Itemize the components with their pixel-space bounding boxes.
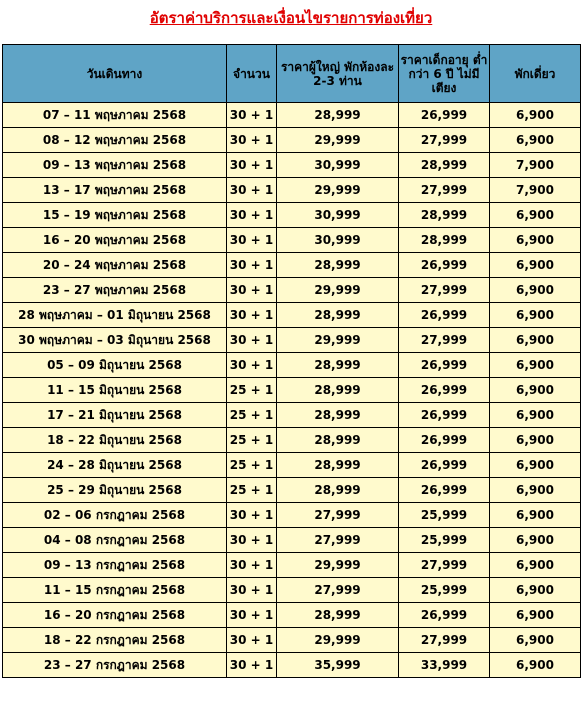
row-child-price: 25,999 [399,528,490,553]
row-child-price: 26,999 [399,303,490,328]
row-travel-date: 02 – 06 กรกฎาคม 2568 [3,503,227,528]
row-single-supplement: 6,900 [490,628,581,653]
header-adult-price: ราคาผู้ใหญ่ พักห้องละ 2-3 ท่าน [277,45,399,103]
row-single-supplement: 6,900 [490,303,581,328]
row-adult-price: 29,999 [277,278,399,303]
row-adult-price: 28,999 [277,303,399,328]
row-adult-price: 30,999 [277,153,399,178]
row-single-supplement: 6,900 [490,453,581,478]
row-quantity: 30 + 1 [227,578,277,603]
table-row [3,553,581,578]
row-single-supplement: 6,900 [490,578,581,603]
row-quantity: 25 + 1 [227,378,277,403]
row-single-supplement: 6,900 [490,428,581,453]
table-row [3,178,581,203]
row-quantity: 30 + 1 [227,653,277,678]
row-adult-price: 28,999 [277,253,399,278]
row-quantity: 30 + 1 [227,153,277,178]
row-quantity: 30 + 1 [227,103,277,128]
table-row [3,103,581,128]
row-quantity: 25 + 1 [227,453,277,478]
row-single-supplement: 6,900 [490,553,581,578]
table-row [3,378,581,403]
row-single-supplement: 7,900 [490,153,581,178]
row-single-supplement: 6,900 [490,378,581,403]
row-child-price: 28,999 [399,228,490,253]
table-row [3,278,581,303]
row-adult-price: 28,999 [277,603,399,628]
row-child-price: 26,999 [399,103,490,128]
row-single-supplement: 6,900 [490,403,581,428]
row-travel-date: 05 – 09 มิถุนายน 2568 [3,353,227,378]
row-child-price: 27,999 [399,278,490,303]
row-single-supplement: 6,900 [490,353,581,378]
row-single-supplement: 6,900 [490,253,581,278]
row-single-supplement: 6,900 [490,203,581,228]
row-adult-price: 29,999 [277,328,399,353]
row-travel-date: 16 – 20 พฤษภาคม 2568 [3,228,227,253]
row-quantity: 30 + 1 [227,303,277,328]
row-quantity: 30 + 1 [227,528,277,553]
header-quantity: จำนวน [227,45,277,103]
row-travel-date: 18 – 22 กรกฎาคม 2568 [3,628,227,653]
row-quantity: 30 + 1 [227,353,277,378]
row-single-supplement: 6,900 [490,103,581,128]
row-travel-date: 23 – 27 กรกฎาคม 2568 [3,653,227,678]
header-single-supplement: พักเดี่ยว [490,45,581,103]
table-row [3,203,581,228]
row-adult-price: 28,999 [277,403,399,428]
row-adult-price: 28,999 [277,378,399,403]
table-row [3,628,581,653]
row-single-supplement: 6,900 [490,128,581,153]
row-child-price: 26,999 [399,478,490,503]
row-quantity: 30 + 1 [227,128,277,153]
row-single-supplement: 6,900 [490,478,581,503]
row-quantity: 30 + 1 [227,203,277,228]
row-quantity: 30 + 1 [227,603,277,628]
row-child-price: 25,999 [399,503,490,528]
row-child-price: 28,999 [399,203,490,228]
row-adult-price: 28,999 [277,453,399,478]
row-travel-date: 09 – 13 พฤษภาคม 2568 [3,153,227,178]
row-single-supplement: 6,900 [490,653,581,678]
row-travel-date: 08 – 12 พฤษภาคม 2568 [3,128,227,153]
table-row [3,528,581,553]
row-quantity: 30 + 1 [227,278,277,303]
row-travel-date: 07 – 11 พฤษภาคม 2568 [3,103,227,128]
row-child-price: 25,999 [399,578,490,603]
row-quantity: 30 + 1 [227,328,277,353]
row-adult-price: 28,999 [277,478,399,503]
row-quantity: 30 + 1 [227,228,277,253]
row-quantity: 30 + 1 [227,503,277,528]
row-adult-price: 27,999 [277,503,399,528]
row-travel-date: 13 – 17 พฤษภาคม 2568 [3,178,227,203]
table-row [3,428,581,453]
row-travel-date: 20 – 24 พฤษภาคม 2568 [3,253,227,278]
row-adult-price: 30,999 [277,203,399,228]
row-travel-date: 11 – 15 กรกฎาคม 2568 [3,578,227,603]
row-child-price: 26,999 [399,353,490,378]
table-row [3,503,581,528]
row-quantity: 30 + 1 [227,553,277,578]
row-adult-price: 30,999 [277,228,399,253]
row-travel-date: 30 พฤษภาคม – 03 มิถุนายน 2568 [3,328,227,353]
row-travel-date: 23 – 27 พฤษภาคม 2568 [3,278,227,303]
table-row [3,453,581,478]
table-row [3,128,581,153]
table-row [3,253,581,278]
row-quantity: 25 + 1 [227,428,277,453]
row-adult-price: 28,999 [277,428,399,453]
page-title: อัตราค่าบริการและเงื่อนไขรายการท่องเที่ยว [149,9,433,27]
row-adult-price: 28,999 [277,353,399,378]
row-adult-price: 29,999 [277,553,399,578]
price-table [2,44,581,678]
row-quantity: 25 + 1 [227,478,277,503]
row-child-price: 33,999 [399,653,490,678]
row-travel-date: 24 – 28 มิถุนายน 2568 [3,453,227,478]
row-quantity: 30 + 1 [227,253,277,278]
table-row [3,303,581,328]
row-child-price: 27,999 [399,553,490,578]
table-row [3,478,581,503]
row-adult-price: 35,999 [277,653,399,678]
row-adult-price: 28,999 [277,103,399,128]
row-single-supplement: 6,900 [490,528,581,553]
row-child-price: 27,999 [399,628,490,653]
row-single-supplement: 6,900 [490,503,581,528]
row-travel-date: 28 พฤษภาคม – 01 มิถุนายน 2568 [3,303,227,328]
row-quantity: 25 + 1 [227,403,277,428]
row-adult-price: 29,999 [277,128,399,153]
row-quantity: 30 + 1 [227,628,277,653]
table-row [3,403,581,428]
row-travel-date: 18 – 22 มิถุนายน 2568 [3,428,227,453]
table-row [3,153,581,178]
row-child-price: 27,999 [399,328,490,353]
row-travel-date: 11 – 15 มิถุนายน 2568 [3,378,227,403]
row-travel-date: 15 – 19 พฤษภาคม 2568 [3,203,227,228]
row-travel-date: 25 – 29 มิถุนายน 2568 [3,478,227,503]
table-header-row [3,45,581,103]
table-row [3,653,581,678]
row-adult-price: 27,999 [277,578,399,603]
row-adult-price: 29,999 [277,628,399,653]
row-travel-date: 16 – 20 กรกฎาคม 2568 [3,603,227,628]
table-row [3,228,581,253]
row-child-price: 27,999 [399,128,490,153]
row-child-price: 28,999 [399,153,490,178]
row-single-supplement: 6,900 [490,228,581,253]
table-row [3,353,581,378]
row-child-price: 26,999 [399,428,490,453]
row-child-price: 27,999 [399,178,490,203]
table-row [3,603,581,628]
row-travel-date: 17 – 21 มิถุนายน 2568 [3,403,227,428]
row-child-price: 26,999 [399,403,490,428]
table-row [3,328,581,353]
row-travel-date: 09 – 13 กรกฎาคม 2568 [3,553,227,578]
row-single-supplement: 6,900 [490,328,581,353]
row-child-price: 26,999 [399,453,490,478]
header-travel-date: วันเดินทาง [3,45,227,103]
row-single-supplement: 6,900 [490,278,581,303]
row-single-supplement: 7,900 [490,178,581,203]
row-quantity: 30 + 1 [227,178,277,203]
row-single-supplement: 6,900 [490,603,581,628]
row-travel-date: 04 – 08 กรกฎาคม 2568 [3,528,227,553]
row-adult-price: 29,999 [277,178,399,203]
row-child-price: 26,999 [399,378,490,403]
header-child-price: ราคาเด็กอายุ ต่ำกว่า 6 ปี ไม่มีเตียง [399,45,490,103]
row-adult-price: 27,999 [277,528,399,553]
row-child-price: 26,999 [399,603,490,628]
table-row [3,578,581,603]
row-child-price: 26,999 [399,253,490,278]
